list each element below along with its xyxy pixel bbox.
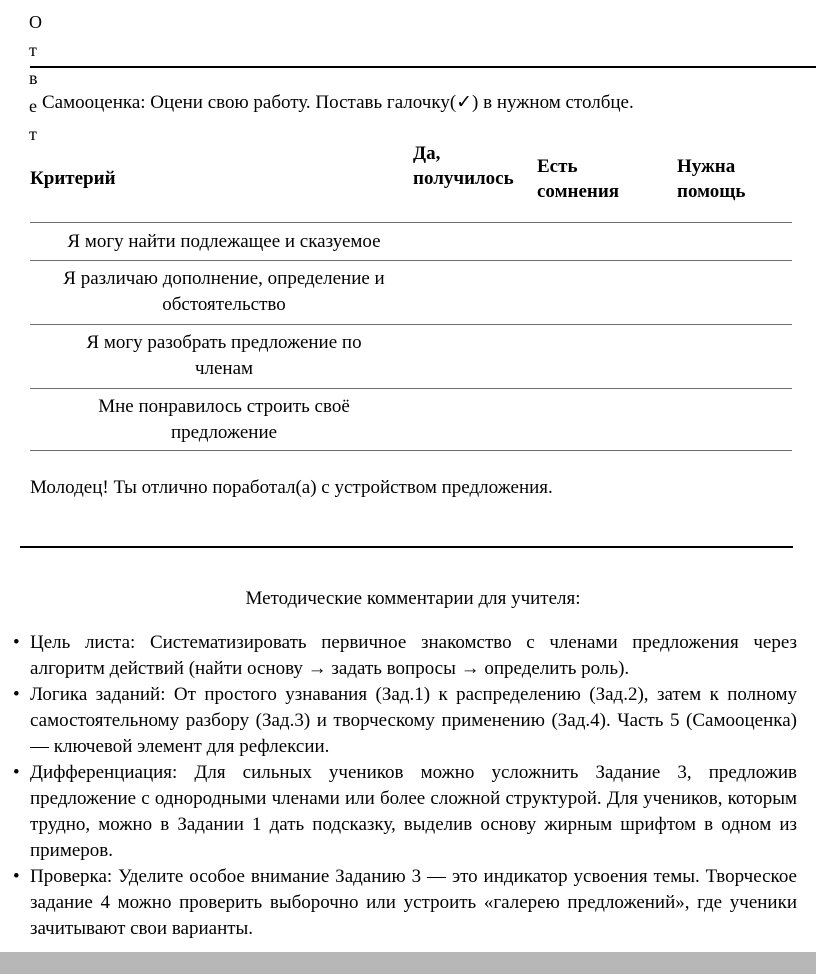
table-row <box>30 229 418 255</box>
page-bottom-edge <box>0 952 816 974</box>
answer-letter: е <box>29 96 37 116</box>
table-row-divider <box>30 324 792 325</box>
self-assessment-intro: Самооценка: Оцени свою работу. Поставь галочку(✓) в нужном столбце. <box>42 92 634 113</box>
criterion-text: Я могу найти подлежащее и сказуемое <box>67 231 381 252</box>
table-row-divider <box>30 388 792 389</box>
teacher-note-item: • Цель листа: Систематизировать первичное знакомство с членами предложения через алгоритм действий (найти основу → задать вопросы → определить роль). <box>10 630 797 682</box>
praise-text: Молодец! Ты отлично поработал(а) с устройством предложения. <box>30 477 553 498</box>
answer-letter: т <box>29 40 37 60</box>
table-row-divider <box>30 450 792 451</box>
answer-letter: т <box>29 124 37 144</box>
table-row <box>30 330 418 381</box>
divider-top <box>30 66 816 68</box>
table-header-doubt-line: сомнения <box>537 181 620 202</box>
table-header-doubt-line: Есть <box>537 156 578 177</box>
table-header-help <box>677 154 745 204</box>
answer-letter: в <box>29 68 38 88</box>
criterion-text: Я различаю дополнение, определение и <box>63 268 385 289</box>
table-header-criterion: Критерий <box>30 168 116 189</box>
teacher-note-item: • Дифференциация: Для сильных учеников можно усложнить Задание 3, предложив предложение с однородными членами или более сложной структурой. Для учеников, которым трудно, можно в Задании 1 дать подсказку, выделив основу жирным шрифтом в одном из примеров. <box>10 760 797 864</box>
table-header-help-line: помощь <box>677 181 746 202</box>
criterion-text: обстоятельство <box>162 293 286 315</box>
table-row-divider <box>30 260 792 261</box>
criterion-text: Мне понравилось строить своё <box>98 396 350 417</box>
answer-letter: О <box>29 12 42 32</box>
table-header-yes-line: Да, <box>413 143 441 164</box>
table-header-help-line: Нужна <box>677 156 736 177</box>
table-row <box>30 394 418 445</box>
teacher-note-item: • Логика заданий: От простого узнавания (Зад.1) к распределению (Зад.2), затем к полному самостоятельному разбору (Зад.3) и творческому применению (Зад.4). Часть 5 (Самооценка) — ключевой элемент для рефлексии. <box>10 682 797 760</box>
table-row-divider <box>30 222 792 223</box>
table-header-doubt <box>537 154 619 204</box>
teacher-notes-title: Методические комментарии для учителя: <box>245 588 581 609</box>
criterion-text: членам <box>194 357 254 379</box>
criterion-text: предложение <box>170 421 278 443</box>
criterion-text: Я могу разобрать предложение по <box>86 332 362 353</box>
divider-middle <box>20 546 793 548</box>
teacher-note-item: • Проверка: Уделите особое внимание Заданию 3 — это индикатор усвоения темы. Творческое задание 4 можно проверить выборочно или устроить «галерею предложений», где ученики зачитывают свои варианты. <box>10 864 797 942</box>
table-row <box>30 266 418 317</box>
table-header-yes-line: получилось <box>413 168 514 189</box>
table-header-yes <box>413 141 514 191</box>
answer-column-label <box>29 8 49 148</box>
teacher-notes-list <box>10 630 797 942</box>
